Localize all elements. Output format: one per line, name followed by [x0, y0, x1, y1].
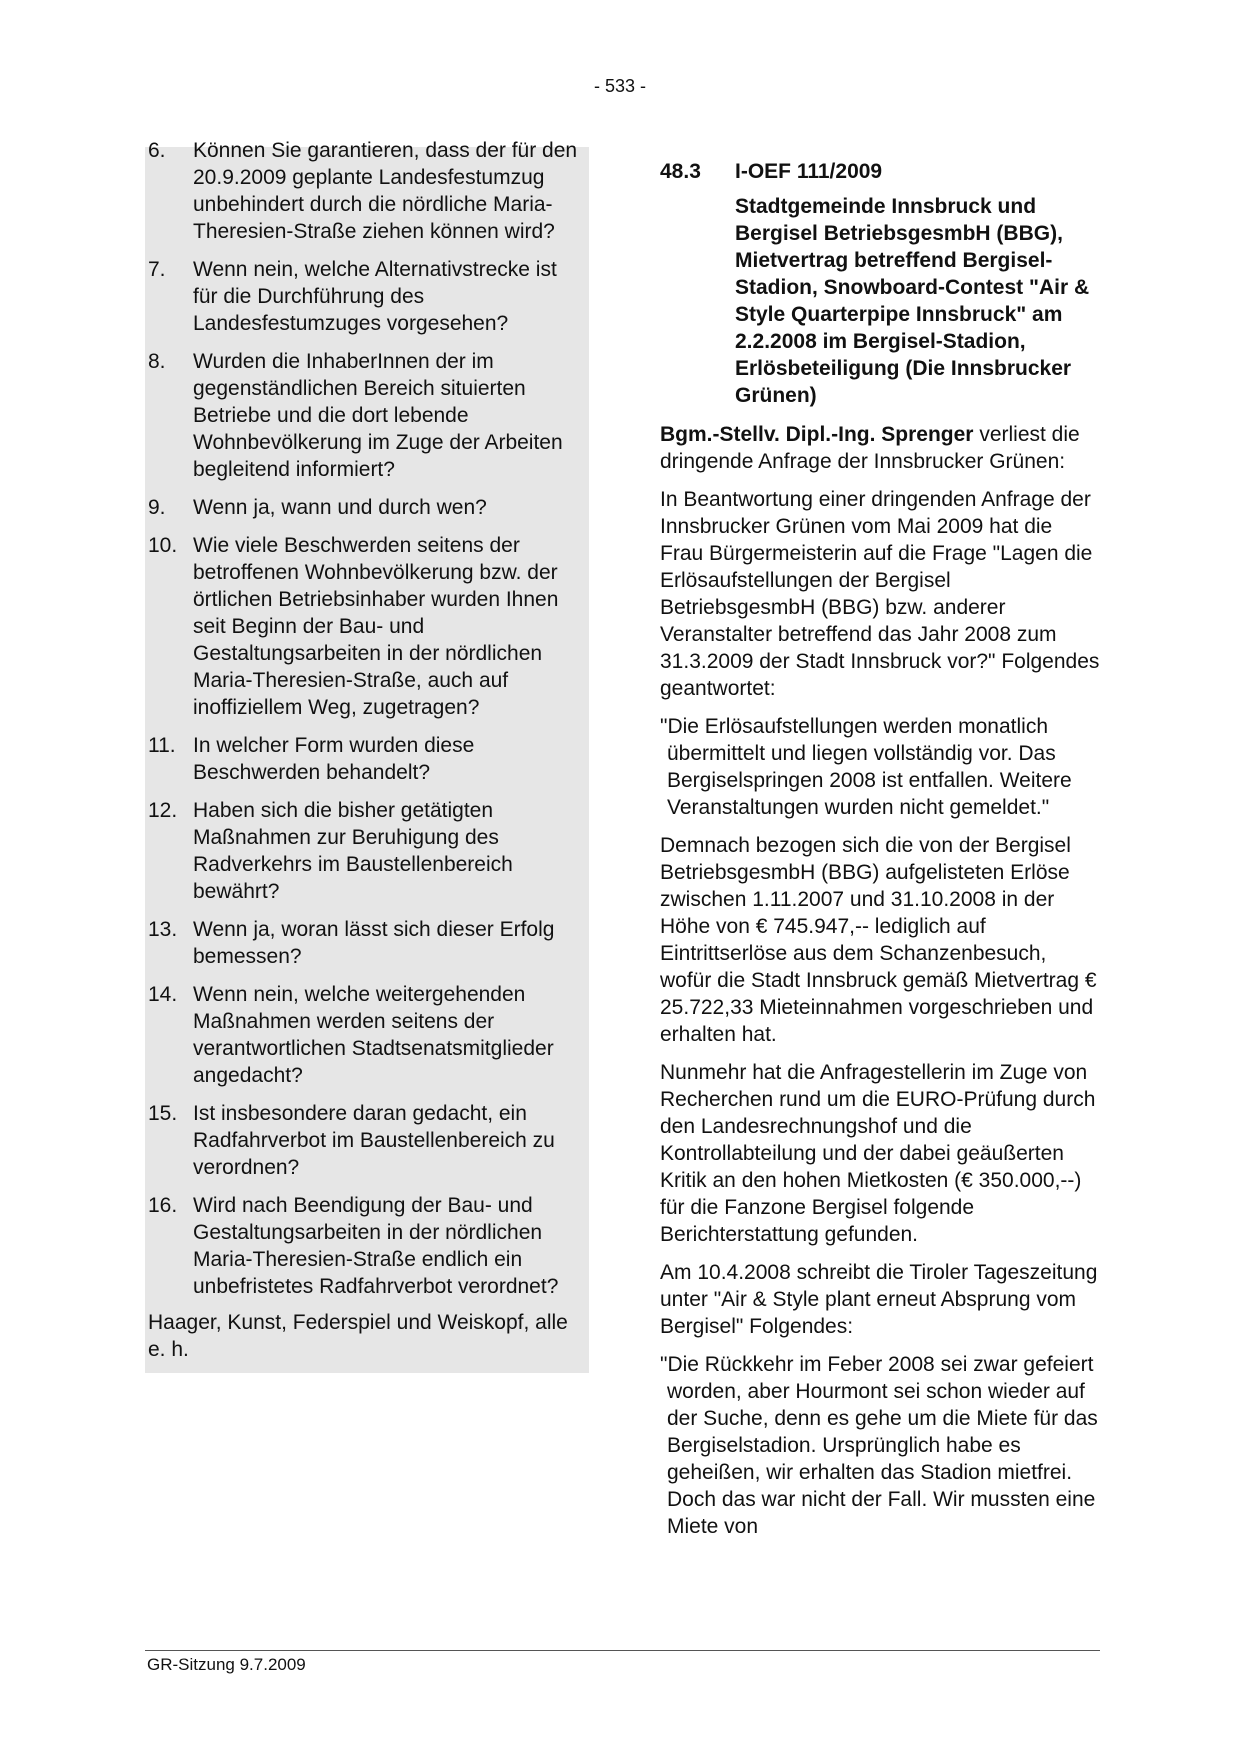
section-number: 48.3	[660, 160, 701, 183]
section-code: I-OEF 111/2009	[735, 160, 883, 183]
question-number: 8.	[148, 350, 166, 373]
paragraph: Am 10.4.2008 schreibt die Tiroler Tageszeitung unter "Air & Style plant erneut Absprung vom Bergisel" Folgendes:	[660, 1261, 1098, 1338]
question-text: Haben sich die bisher getätigten Maßnahmen zur Beruhigung des Radverkehrs im Baustellenbereich bewährt?	[193, 799, 513, 903]
question-text: Wenn ja, wann und durch wen?	[193, 496, 487, 519]
question-list-box	[145, 139, 589, 1373]
question-text: Wenn ja, woran lässt sich dieser Erfolg bemessen?	[193, 918, 555, 968]
question-number: 13.	[148, 918, 178, 941]
question-number: 16.	[148, 1194, 178, 1217]
question-number: 12.	[148, 799, 178, 822]
list-item	[145, 532, 589, 721]
paragraph: Demnach bezogen sich die von der Bergisel BetriebsgesmbH (BBG) aufgelisteten Erlöse zwischen 1.11.2007 und 31.10.2008 in der Höhe von € 745.947,-- lediglich auf Eintrittserlöse aus dem Schanzenbesuch, wofür die Stadt Innsbruck gemäß Mietvertrag € 25.722,33 Mieteinnahmen vorgeschrieben und erhalten hat.	[660, 834, 1097, 1046]
question-text: Wie viele Beschwerden seitens der betroffenen Wohnbevölkerung bzw. der örtlichen Betriebsinhaber wurden Ihnen seit Beginn der Bau- und Gestaltungsarbeiten in der nördlichen Maria-Theresien-Straße, auch auf inoffiziellem Weg, zugetragen?	[193, 534, 559, 719]
footer-divider	[145, 1650, 1100, 1651]
section-heading	[660, 158, 1100, 185]
question-text: Wurden die InhaberInnen der im gegenständlichen Bereich situierten Betriebe und die dort lebende Wohnbevölkerung im Zuge der Arbeiten begleitend informiert?	[193, 350, 563, 481]
list-item	[145, 494, 589, 521]
section-subject: Stadtgemeinde Innsbruck und Bergisel BetriebsgesmbH (BBG), Mietvertrag betreffend Bergisel-Stadion, Snowboard-Contest "Air & Style Quarterpipe Innsbruck" am 2.2.2008 im Bergisel-Stadion, Erlösbeteiligung (Die Innsbrucker Grünen)	[735, 195, 1090, 407]
question-number: 14.	[148, 983, 178, 1006]
right-column	[660, 158, 1100, 1551]
question-text: Ist insbesondere daran gedacht, ein Radfahrverbot im Baustellenbereich zu verordnen?	[193, 1102, 555, 1179]
quote: "Die Rückkehr im Feber 2008 sei zwar gefeiert worden, aber Hourmont sei schon wieder auf der Suche, denn es gehe um die Miete für das Bergiselstadion. Ursprünglich habe es geheißen, wir erhalten das Stadion mietfrei. Doch das war nicht der Fall. Wir mussten eine Miete von	[660, 1353, 1098, 1538]
list-item	[145, 916, 589, 970]
question-number: 11.	[148, 734, 176, 757]
list-item	[145, 348, 589, 483]
paragraph: Nunmehr hat die Anfragestellerin im Zuge von Recherchen rund um die EURO-Prüfung durch den Landesrechnungshof und die Kontrollabteilung und der dabei geäußerten Kritik an den hohen Mietkosten (€ 350.000,--) für die Fanzone Bergisel folgende Berichterstattung gefunden.	[660, 1061, 1096, 1246]
question-number: 6.	[148, 139, 166, 162]
list-item	[145, 732, 589, 786]
paragraph: In Beantwortung einer dringenden Anfrage der Innsbrucker Grünen vom Mai 2009 hat die Frau Bürgermeisterin auf die Frage "Lagen die Erlösaufstellungen der Bergisel BetriebsgesmbH (BBG) bzw. anderer Veranstalter betreffend das Jahr 2008 zum 31.3.2009 der Stadt Innsbruck vor?" Folgendes geantwortet:	[660, 488, 1100, 700]
question-text: Wird nach Beendigung der Bau- und Gestaltungsarbeiten in der nördlichen Maria-Theresien-Straße endlich ein unbefristetes Radfahrverbot verordnet?	[193, 1194, 559, 1298]
question-text: In welcher Form wurden diese Beschwerden behandelt?	[193, 734, 475, 784]
question-number: 15.	[148, 1102, 178, 1125]
speaker-paragraph	[660, 421, 1100, 475]
quote: "Die Erlösaufstellungen werden monatlich übermittelt und liegen vollständig vor. Das Bergiselspringen 2008 ist entfallen. Weitere Veranstaltungen wurden nicht gemeldet."	[660, 715, 1072, 819]
question-text: Können Sie garantieren, dass der für den 20.9.2009 geplante Landesfestumzug unbehindert durch die nördliche Maria-Theresien-Straße ziehen können wird?	[193, 139, 578, 243]
speaker-name: Bgm.-Stellv. Dipl.-Ing. Sprenger	[660, 423, 974, 446]
question-text: Wenn nein, welche Alternativstrecke ist für die Durchführung des Landesfestumzuges vorgesehen?	[193, 258, 557, 335]
speaker-action: verliest die dringende Anfrage der Innsbrucker Grünen:	[660, 423, 1080, 473]
list-item	[145, 797, 589, 905]
question-number: 9.	[148, 496, 166, 519]
list-item	[145, 1192, 589, 1300]
list-item	[145, 981, 589, 1089]
signatories: Haager, Kunst, Federspiel und Weiskopf, alle e. h.	[148, 1311, 568, 1361]
question-text: Wenn nein, welche weitergehenden Maßnahmen werden seitens der verantwortlichen Stadtsenatsmitglieder angedacht?	[193, 983, 554, 1087]
list-item	[145, 256, 589, 337]
footer-text: GR-Sitzung 9.7.2009	[147, 1655, 306, 1674]
page-number: - 533 -	[593, 76, 647, 96]
list-item	[145, 1100, 589, 1181]
question-number: 7.	[148, 258, 166, 281]
list-item	[145, 137, 589, 245]
question-number: 10.	[148, 534, 178, 557]
